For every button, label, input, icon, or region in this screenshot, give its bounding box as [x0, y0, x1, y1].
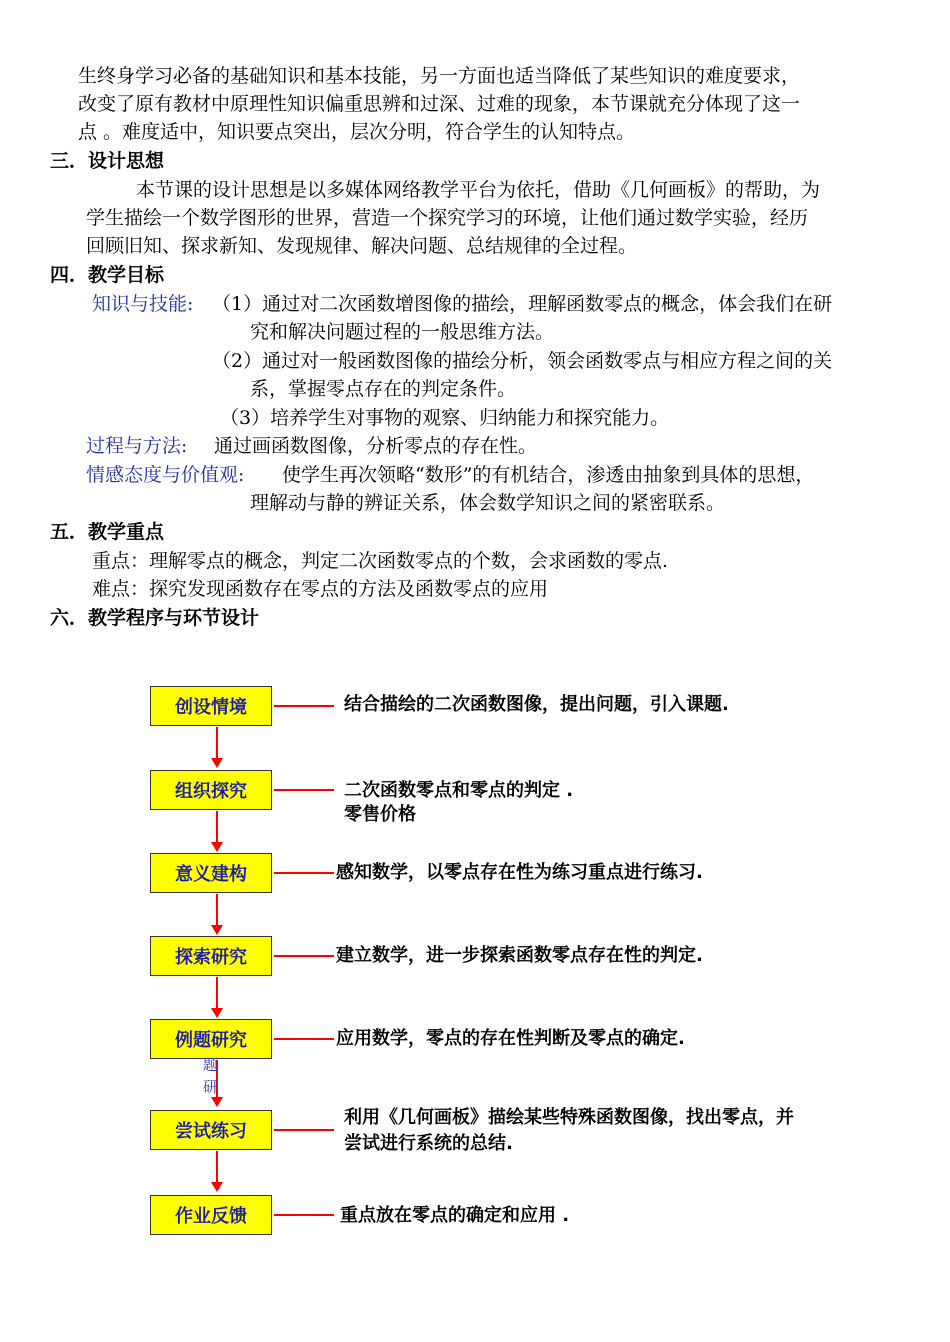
knowledge-item-2b: 系，掌握零点存在的判定条件。	[250, 378, 517, 400]
flow-connector	[274, 1214, 334, 1216]
flow-arrow-head-icon	[211, 1097, 223, 1107]
flow-step-desc: 应用数学，零点的存在性判断及零点的确定.	[336, 1028, 685, 1049]
flow-step-desc: 建立数学，进一步探索函数零点存在性的判定.	[336, 945, 703, 966]
flow-arrow-line	[216, 811, 218, 845]
process-label: 过程与方法:	[86, 435, 188, 457]
knowledge-item-2a: （2）通过对一般函数图像的描绘分析，领会函数零点与相应方程之间的关	[212, 350, 833, 372]
knowledge-item-1b: 究和解决问题过程的一般思维方法。	[250, 321, 555, 343]
section3-line-3: 回顾旧知、探求新知、发现规律、解决问题、总结规律的全过程。	[86, 235, 638, 257]
flow-arrow-line	[216, 727, 218, 761]
section3-line-2: 学生描绘一个数学图形的世界，营造一个探究学习的环境，让他们通过数学实验，经历	[86, 207, 809, 229]
flow-step-box: 作业反馈	[150, 1195, 272, 1235]
flow-arrow-head-icon	[211, 1182, 223, 1192]
section5-heading: 五．教学重点	[50, 521, 165, 543]
intro-line-2: 改变了原有教材中原理性知识偏重思辨和过深、过难的现象，本节课就充分体现了这一	[78, 93, 801, 115]
stray-char: 题	[203, 1056, 219, 1074]
key-point: 重点：理解零点的概念，判定二次函数零点的个数，会求函数的零点.	[92, 550, 669, 572]
flow-step-desc: 结合描绘的二次函数图像，提出问题，引入课题.	[344, 694, 729, 715]
flow-step-desc-extra: 零售价格	[344, 804, 416, 825]
flow-arrow-line	[216, 1151, 218, 1185]
difficult-point: 难点：探究发现函数存在零点的方法及函数零点的应用	[92, 578, 549, 600]
flow-arrow-head-icon	[211, 925, 223, 935]
section4-heading: 四．教学目标	[50, 264, 165, 286]
flow-connector	[274, 789, 334, 791]
flow-arrow-head-icon	[211, 1008, 223, 1018]
flow-step-desc: 感知数学，以零点存在性为练习重点进行练习.	[336, 862, 703, 883]
section6-heading: 六．教学程序与环节设计	[50, 607, 260, 629]
flow-step-box: 创设情境	[150, 686, 272, 726]
emotion-text-b: 理解动与静的辨证关系，体会数学知识之间的紧密联系。	[250, 492, 726, 514]
flow-step-box: 例题研究	[150, 1019, 272, 1059]
process-text: 通过画函数图像，分析零点的存在性。	[214, 435, 538, 457]
knowledge-item-3: （3）培养学生对事物的观察、归纳能力和探究能力。	[220, 407, 670, 429]
flow-step-box: 意义建构	[150, 853, 272, 893]
stray-char: 研	[203, 1078, 219, 1096]
emotion-text-a: 使学生再次领略“数形”的有机结合，渗透由抽象到具体的思想，	[282, 464, 815, 486]
emotion-label: 情感态度与价值观:	[86, 464, 245, 486]
flow-step-box: 探索研究	[150, 936, 272, 976]
knowledge-label: 知识与技能:	[92, 293, 194, 315]
flow-step-desc-extra: 尝试进行系统的总结.	[344, 1133, 513, 1154]
knowledge-item-1a: （1）通过对二次函数增图像的描绘，理解函数零点的概念，体会我们在研	[212, 293, 833, 315]
flow-step-box: 组织探究	[150, 770, 272, 810]
flow-arrow-line	[216, 894, 218, 928]
intro-line-3: 点 。难度适中，知识要点突出，层次分明，符合学生的认知特点。	[78, 121, 636, 143]
flow-step-desc: 重点放在零点的确定和应用 .	[340, 1205, 570, 1226]
flow-connector	[274, 872, 334, 874]
intro-line-1: 生终身学习必备的基础知识和基本技能，另一方面也适当降低了某些知识的难度要求，	[78, 65, 801, 87]
flow-arrow-head-icon	[211, 842, 223, 852]
flow-step-desc: 利用《几何画板》描绘某些特殊函数图像，找出零点，并	[344, 1107, 794, 1128]
flow-arrow-head-icon	[211, 758, 223, 768]
flow-arrow-line	[216, 977, 218, 1011]
section3-line-1: 本节课的设计思想是以多媒体网络教学平台为依托，借助《几何画板》的帮助，为	[136, 179, 821, 201]
flow-connector	[274, 705, 334, 707]
flow-connector	[274, 1129, 334, 1131]
section3-heading: 三．设计思想	[50, 150, 165, 172]
flow-connector	[274, 1038, 334, 1040]
flow-step-desc: 二次函数零点和零点的判定 .	[344, 780, 574, 801]
flow-step-box: 尝试练习	[150, 1110, 272, 1150]
flow-connector	[274, 955, 334, 957]
